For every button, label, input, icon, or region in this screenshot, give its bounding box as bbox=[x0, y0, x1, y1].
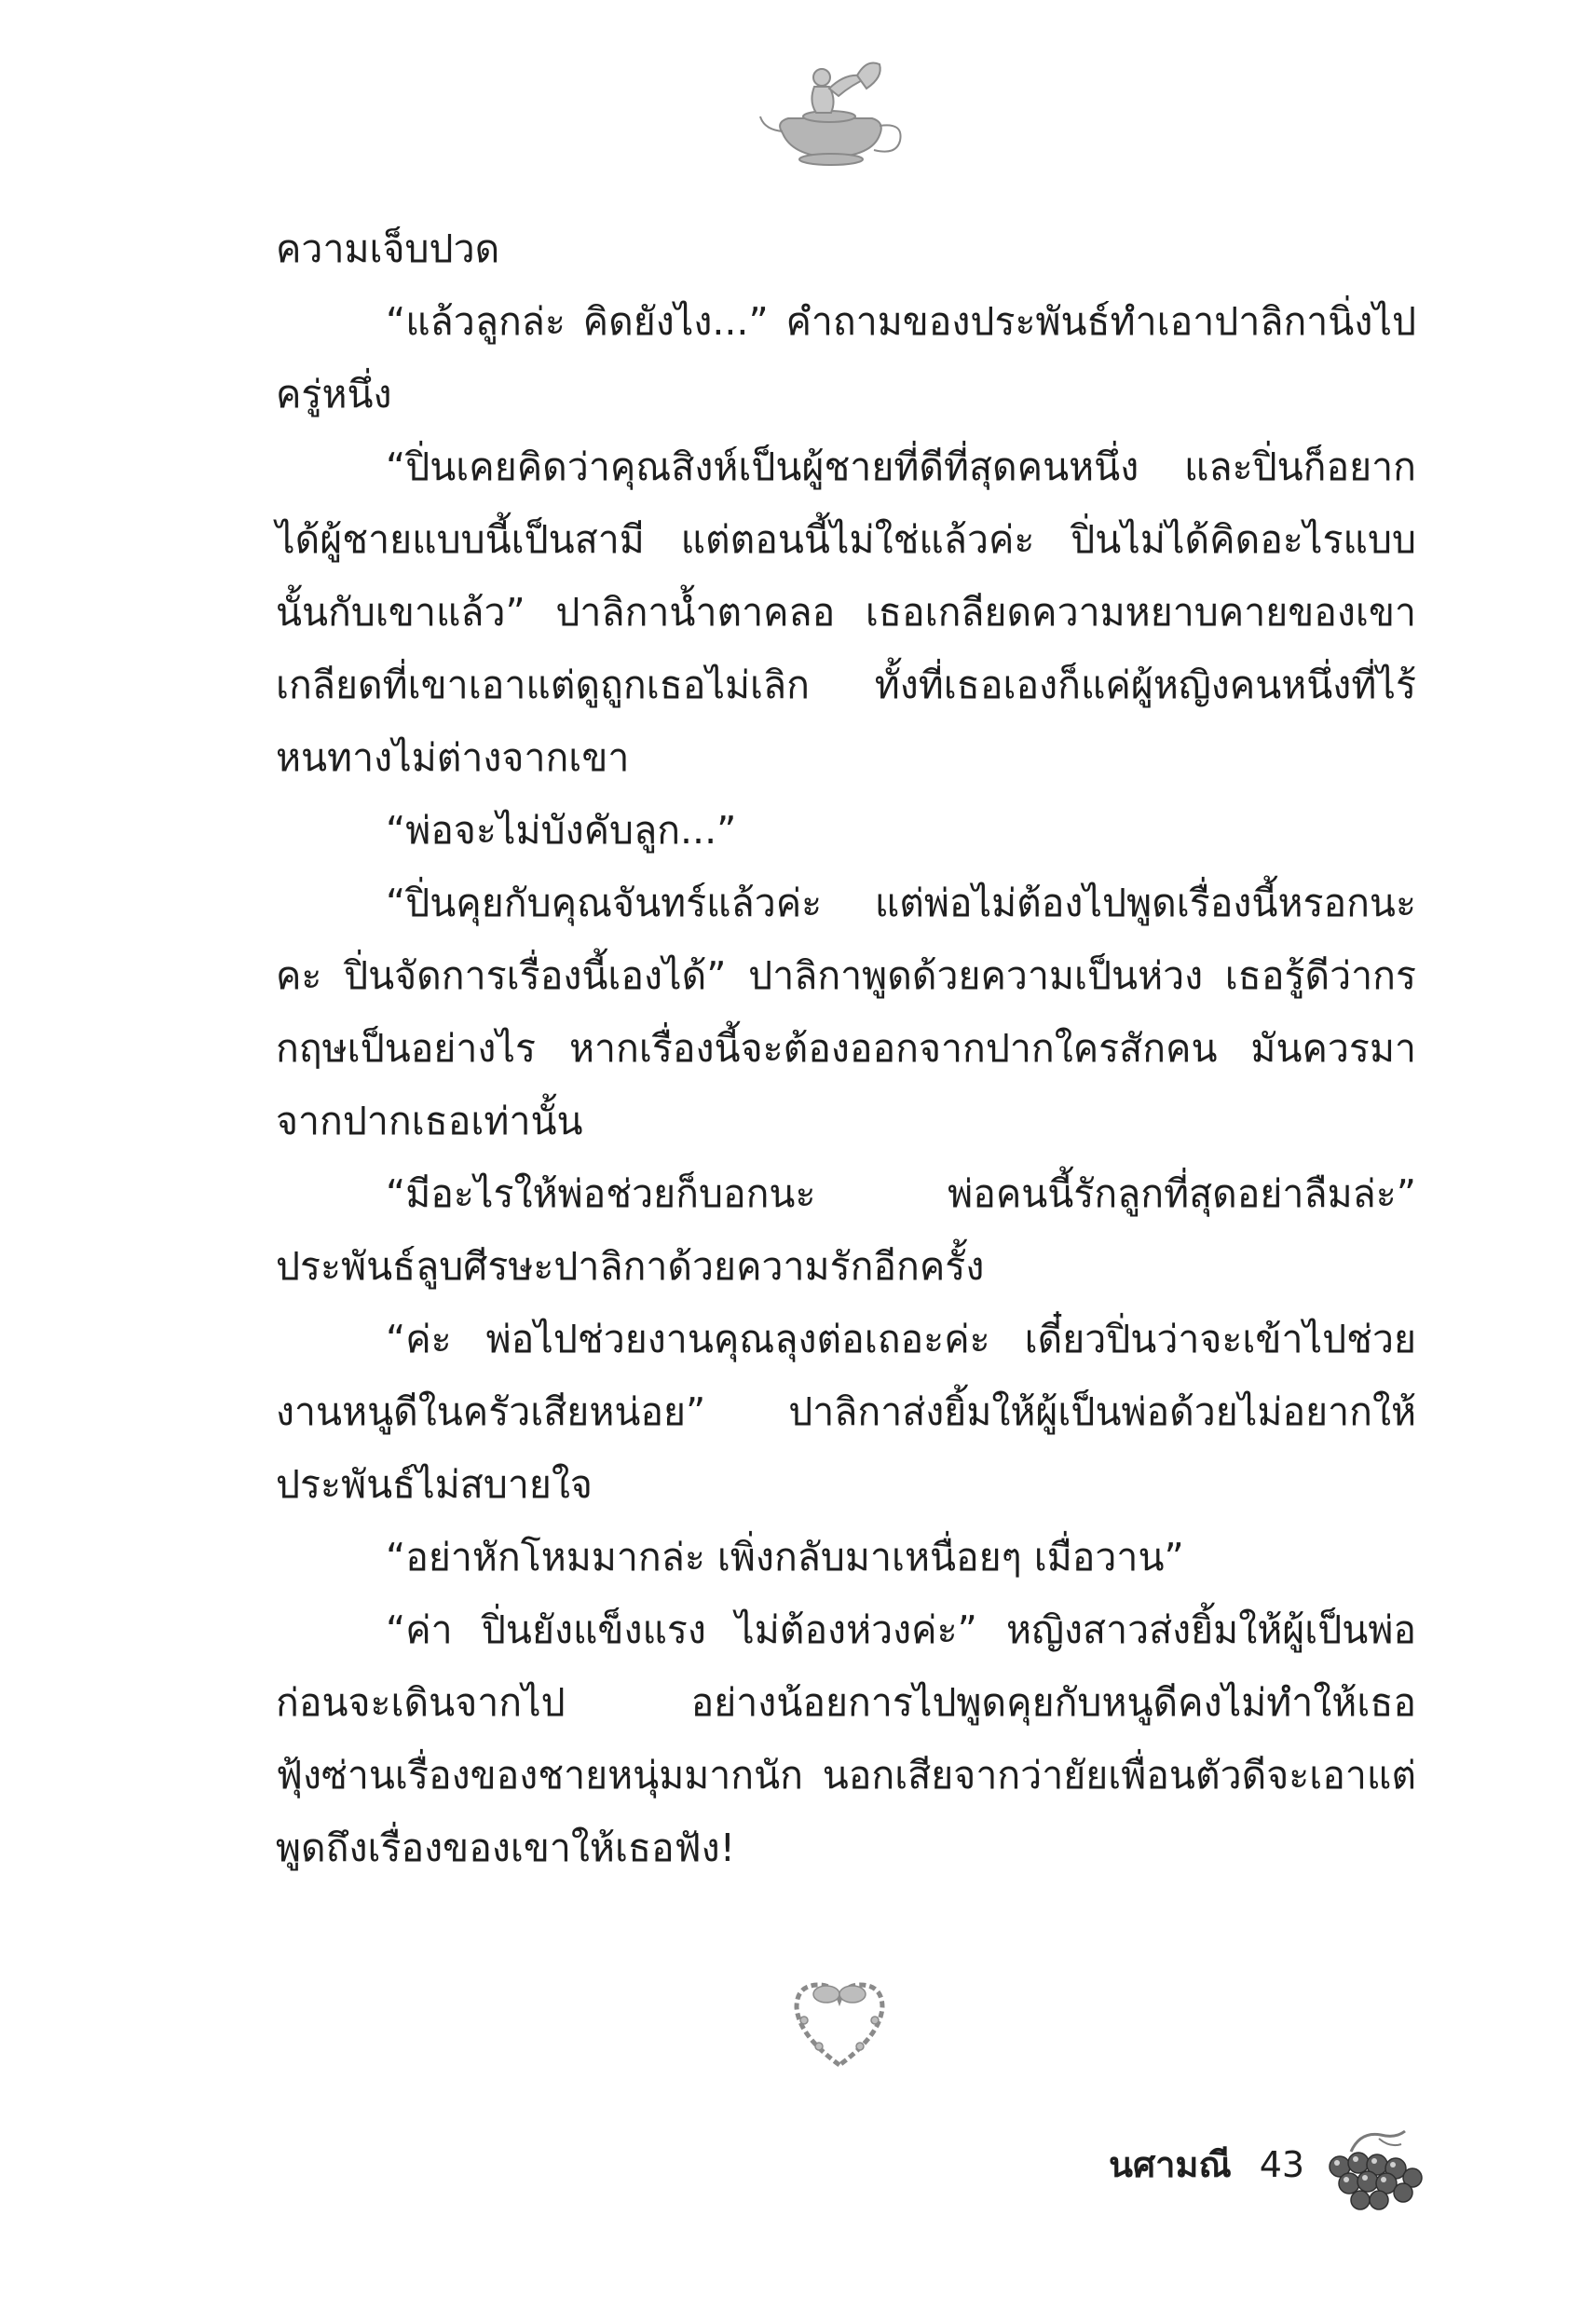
grapes-icon bbox=[1323, 2129, 1424, 2215]
paragraph: “ค่ะ พ่อไปช่วยงานคุณลุงต่อเถอะค่ะ เดี๋ยวปิ่นว่าจะเข้าไปช่วยงานหนูดีในครัวเสียหน่อย” ปาลิกาส่งยิ้มให้ผู้เป็นพ่อด้วยไม่อยากให้ประพันธ์ไม่สบายใจ bbox=[276, 1317, 1416, 1507]
cupid-teapot-icon bbox=[755, 51, 913, 172]
paragraph: “ปิ่นคุยกับคุณจันทร์แล้วค่ะ แต่พ่อไม่ต้องไปพูดเรื่องนี้หรอกนะคะ ปิ่นจัดการเรื่องนี้เองได้” ปาลิกาพูดด้วยความเป็นห่วง เธอรู้ดีว่ากรกฤษเป็นอย่างไร หากเรื่องนี้จะต้องออกจากปากใครสักคน มันควรมาจากปากเธอเท่านั้น bbox=[276, 881, 1416, 1143]
paragraph: “ปิ่นเคยคิดว่าคุณสิงห์เป็นผู้ชายที่ดีที่สุดคนหนึ่ง และปิ่นก็อยากได้ผู้ชายแบบนี้เป็นสามี แต่ตอนนี้ไม่ใช่แล้วค่ะ ปิ่นไม่ได้คิดอะไรแบบนั้นกับเขาแล้ว” ปาลิกาน้ำตาคลอ เธอเกลียดความหยาบคายของเขา เกลียดที่เขาเอาแต่ดูถูกเธอไม่เลิก ทั้งที่เธอเองก็แค่ผู้หญิงคนหนึ่งที่ไร้หนทางไม่ต่างจากเขา bbox=[276, 444, 1416, 780]
book-title: นศามณี bbox=[1109, 2144, 1232, 2185]
page-footer bbox=[1109, 2141, 1304, 2188]
paragraph: “อย่าหักโหมมากล่ะ เพิ่งกลับมาเหนื่อยๆ เมื่อวาน” bbox=[386, 1535, 1184, 1579]
paragraph: “พ่อจะไม่บังคับลูก...” bbox=[386, 808, 737, 853]
paragraph: “ค่า ปิ่นยังแข็งแรง ไม่ต้องห่วงค่ะ” หญิงสาวส่งยิ้มให้ผู้เป็นพ่อก่อนจะเดินจากไป อย่างน้อยการไปพูดคุยกับหนูดีคงไม่ทำให้เธอฟุ้งซ่านเรื่องของชายหนุ่มมากนัก นอกเสียจากว่ายัยเพื่อนตัวดีจะเอาแต่พูดถึงเรื่องของเขาให้เธอฟัง! bbox=[276, 1607, 1416, 1870]
paragraph: “แล้วลูกล่ะ คิดยังไง...” คำถามของประพันธ์ทำเอาปาลิกานิ่งไปครู่หนึ่ง bbox=[276, 299, 1416, 417]
paragraph: “มีอะไรให้พ่อช่วยก็บอกนะ พ่อคนนี้รักลูกที่สุดอย่าลืมล่ะ” ประพันธ์ลูบศีรษะปาลิกาด้วยความรักอีกครั้ง bbox=[276, 1171, 1416, 1289]
page-number: 43 bbox=[1259, 2144, 1305, 2185]
floral-heart-icon bbox=[787, 1976, 892, 2072]
paragraph: ความเจ็บปวด bbox=[276, 226, 500, 271]
story-body bbox=[276, 212, 1416, 1884]
